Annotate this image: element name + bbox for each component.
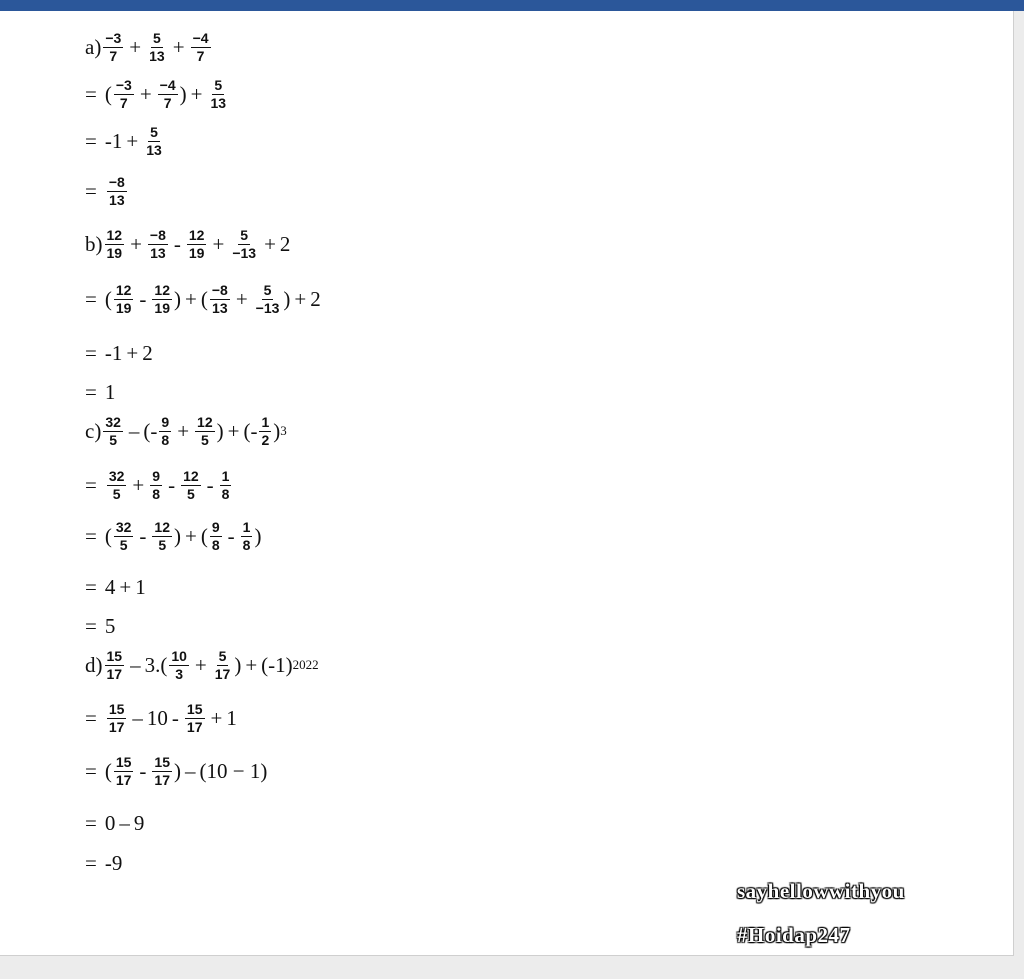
- line-b-result: = 1: [85, 379, 116, 404]
- window-title-bar: [0, 0, 1024, 11]
- line-c-step1: = $\frac{32}{5}$ + $\frac{9}{8}$ - $\frac{12}{5}$ - $\frac{1}{8}$: [85, 467, 230, 502]
- fraction: $\frac{15}{17}$: [106, 647, 123, 682]
- line-d-result: = -9: [85, 850, 123, 875]
- fraction: $\frac{1}{2}$: [261, 413, 270, 448]
- document-page: [0, 11, 1014, 956]
- credit-hashtag: #Hoidap247: [737, 923, 851, 947]
- fraction: $\frac{1}{8}$: [221, 467, 230, 502]
- line-a-problem: a) $\frac{-3}{7}$ + $\frac{5}{13}$ + $\frac{-4}{7}$: [85, 29, 209, 64]
- line-b-step1: = ( $\frac{12}{19}$ - $\frac{12}{19}$ ) + ( $\frac{-8}{13}$ + $\frac{5}{-13}$ ) + 2: [85, 281, 321, 316]
- fraction: $\frac{9}{8}$: [211, 518, 220, 553]
- fraction: $\frac{12}{5}$: [154, 518, 170, 553]
- line-c-result: = 5: [85, 613, 116, 638]
- fraction: $\frac{32}{5}$: [115, 518, 132, 553]
- fraction: $\frac{10}{3}$: [171, 647, 187, 682]
- line-d-problem: d) $\frac{15}{17}$ – 3. ( $\frac{10}{3}$ + $\frac{5}{17}$ ) + (-1) 2022: [85, 647, 319, 682]
- line-d-step2: = ( $\frac{15}{17}$ - $\frac{15}{17}$ ) – (10 − 1): [85, 753, 268, 788]
- fraction: $\frac{15}{17}$: [154, 753, 170, 788]
- fraction: $\frac{15}{17}$: [186, 700, 203, 735]
- line-b-problem: b) $\frac{12}{19}$ + $\frac{-8}{13}$ - $\frac{12}{19}$ + $\frac{5}{-13}$ + 2: [85, 226, 291, 261]
- label-c: c): [85, 418, 102, 443]
- fraction: $\frac{-4}{7}$: [159, 76, 176, 111]
- line-a-step2: = -1 + $\frac{5}{13}$: [85, 123, 162, 158]
- line-d-step1: = $\frac{15}{17}$ – 10 - $\frac{15}{17}$ + 1: [85, 700, 237, 735]
- fraction: $\frac{5}{13}$: [146, 123, 162, 158]
- fraction: $\frac{5}{-13}$: [232, 226, 257, 261]
- fraction: $\frac{9}{8}$: [161, 413, 170, 448]
- fraction: $\frac{5}{-13}$: [255, 281, 280, 316]
- fraction: $\frac{12}{19}$: [106, 226, 123, 261]
- fraction: $\frac{32}{5}$: [105, 413, 121, 448]
- fraction: $\frac{12}{19}$: [188, 226, 205, 261]
- fraction: $\frac{5}{13}$: [210, 76, 227, 111]
- fraction: $\frac{1}{8}$: [242, 518, 251, 553]
- line-a-result: = $\frac{-8}{13}$: [85, 173, 125, 208]
- credit-author: sayhellowwithyou: [737, 879, 905, 903]
- line-c-step3: = 4 + 1: [85, 574, 146, 599]
- fraction: $\frac{12}{19}$: [154, 281, 170, 316]
- line-c-problem: c) $\frac{32}{5}$ – (- $\frac{9}{8}$ + $\frac{12}{5}$ ) + (- $\frac{1}{2}$ ) 3: [85, 413, 287, 448]
- fraction: $\frac{32}{5}$: [108, 467, 125, 502]
- fraction: $\frac{12}{5}$: [183, 467, 199, 502]
- fraction: $\frac{12}{5}$: [197, 413, 213, 448]
- label-d: d): [85, 652, 103, 677]
- label-b: b): [85, 231, 103, 256]
- fraction: $\frac{5}{17}$: [214, 647, 231, 682]
- fraction: $\frac{5}{13}$: [149, 29, 165, 64]
- fraction: $\frac{-8}{13}$: [149, 226, 166, 261]
- line-d-step3: = 0 – 9: [85, 810, 145, 835]
- line-c-step2: = ( $\frac{32}{5}$ - $\frac{12}{5}$ ) + ( $\frac{9}{8}$ - $\frac{1}{8}$ ): [85, 518, 262, 553]
- fraction: $\frac{12}{19}$: [115, 281, 132, 316]
- fraction: $\frac{15}{17}$: [115, 753, 132, 788]
- line-b-step2: = -1 + 2: [85, 340, 153, 365]
- fraction: $\frac{-8}{13}$: [108, 173, 125, 208]
- fraction: $\frac{-3}{7}$: [115, 76, 132, 111]
- label-a: a): [85, 34, 102, 59]
- fraction: $\frac{-8}{13}$: [211, 281, 228, 316]
- fraction: $\frac{15}{17}$: [108, 700, 125, 735]
- line-a-step1: = ( $\frac{-3}{7}$ + $\frac{-4}{7}$ ) + $\frac{5}{13}$: [85, 76, 227, 111]
- fraction: $\frac{-4}{7}$: [192, 29, 209, 64]
- fraction: $\frac{9}{8}$: [152, 467, 161, 502]
- fraction: $\frac{-3}{7}$: [105, 29, 122, 64]
